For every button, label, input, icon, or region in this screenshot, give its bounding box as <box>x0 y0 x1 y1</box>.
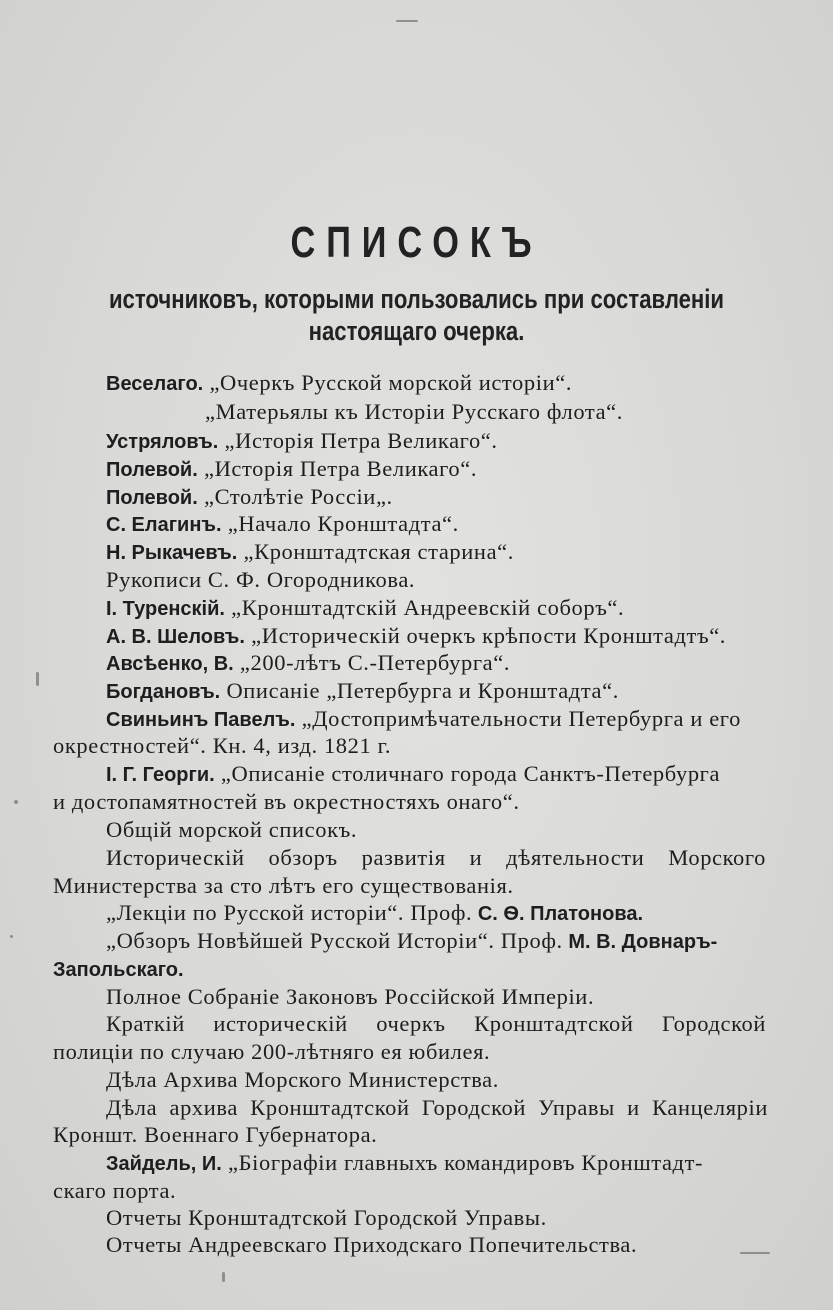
entry-author: А. В. Шеловъ. <box>106 626 245 648</box>
entry-text: Полное Собраніе Законовъ Россійской Имперіи. <box>106 984 595 1009</box>
list-item <box>205 397 623 427</box>
entry-text: Министерства за сто лѣтъ его существованія. <box>53 873 514 898</box>
scan-mark <box>10 935 13 938</box>
list-item <box>106 1230 637 1260</box>
list-item <box>106 1203 547 1233</box>
list-item <box>106 565 415 595</box>
entry-author: Зайдель, И. <box>106 1153 222 1175</box>
entry-text: Дѣла архива Кронштадтской Городской Управы и Канцеляріи <box>106 1095 768 1120</box>
list-item <box>106 676 619 707</box>
list-item <box>53 1176 176 1206</box>
subtitle-line-2: настоящаго очерка. <box>308 316 525 346</box>
list-item <box>53 1037 490 1067</box>
entry-text: „Обзоръ Новѣйшей Русской Исторіи“. Проф. <box>106 928 563 953</box>
entry-text: „Достопримѣчательности Петербурга и его <box>295 706 741 731</box>
entry-text: „200-лѣтъ С.-Петербурга“. <box>233 650 511 675</box>
entry-text: „Исторія Петра Великаго“. <box>197 456 478 481</box>
entry-text: Общій морской списокъ. <box>106 817 358 842</box>
entry-text: „Біографіи главныхъ командировъ Кронштадт- <box>221 1150 704 1175</box>
entry-text: скаго порта. <box>53 1178 177 1203</box>
list-item <box>106 1148 703 1179</box>
entry-text: Рукописи С. Ф. Огородникова. <box>106 567 416 592</box>
entry-author: Богдановъ. <box>106 681 221 703</box>
entry-text: Краткій историческій очеркъ Кронштадтской Городской <box>106 1011 766 1036</box>
entry-text: „Исторія Петра Великаго“. <box>218 428 498 453</box>
subtitle-line-1: источниковъ, которыми пользовались при составленіи <box>108 284 725 314</box>
entry-author: I. Г. Георги. <box>106 764 215 786</box>
entry-author: Веселаго. <box>106 373 204 395</box>
entry-author: Н. Рыкачевъ. <box>106 542 238 564</box>
scan-mark <box>222 1272 225 1282</box>
list-item <box>106 509 459 540</box>
list-item <box>106 454 477 485</box>
entry-author: М. В. Довнаръ- <box>562 931 718 953</box>
entry-text: „Очеркъ Русской морской исторіи“. <box>203 370 573 395</box>
entry-author: Полевой. <box>106 459 198 481</box>
entry-author: Устряловъ. <box>106 431 219 453</box>
entry-author: С. Елагинъ. <box>106 514 222 536</box>
list-item <box>106 759 720 790</box>
list-item <box>53 1120 377 1150</box>
entry-text: Историческій обзоръ развитія и дѣятельности Морского <box>106 845 766 870</box>
entry-text: „Кронштадтская старина“. <box>237 539 514 564</box>
list-item <box>106 898 643 929</box>
entry-text: Отчеты Андреевскаго Приходскаго Попечительства. <box>106 1232 638 1257</box>
list-item <box>106 426 498 457</box>
list-item <box>106 648 510 679</box>
entry-text: „Лекціи по Русской исторіи“. Проф. <box>106 900 473 925</box>
list-item <box>106 926 717 957</box>
list-item <box>53 871 514 901</box>
list-item <box>106 843 766 873</box>
entry-text: Отчеты Кронштадтской Городской Управы. <box>106 1205 547 1230</box>
entry-author: I. Туренскій. <box>106 598 225 620</box>
list-item <box>106 815 357 845</box>
list-item <box>106 1093 768 1123</box>
scan-mark <box>14 800 18 804</box>
scan-mark <box>396 20 418 22</box>
entry-text: „Описаніе столичнаго города Санктъ-Петербурга <box>214 761 721 786</box>
entry-text: Дѣла Архива Морского Министерства. <box>106 1067 499 1092</box>
list-item <box>106 537 514 568</box>
entry-text: „Столѣтіе Россіи„. <box>197 484 393 509</box>
list-item <box>53 787 520 817</box>
list-item <box>53 954 184 985</box>
list-item <box>53 731 391 761</box>
list-item <box>106 1065 499 1095</box>
entry-text: „Историческій очеркъ крѣпости Кронштадтъ“. <box>244 623 726 648</box>
list-item <box>106 368 572 399</box>
entry-text: „Начало Кронштадта“. <box>221 511 459 536</box>
entry-text: полиціи по случаю 200-лѣтняго ея юбилея. <box>53 1039 491 1064</box>
entry-text: „Матерьялы къ Исторіи Русскаго флота“. <box>205 399 623 424</box>
entry-author: С. Ѳ. Платонова. <box>472 903 644 925</box>
entry-text: окрестностей“. Кн. 4, изд. 1821 г. <box>53 733 392 758</box>
list-item <box>106 982 594 1012</box>
entry-text: Кроншт. Военнаго Губернатора. <box>53 1122 378 1147</box>
page-title: СПИСОКЪ <box>290 218 543 267</box>
scan-mark <box>36 672 39 686</box>
list-item <box>106 593 624 624</box>
scan-mark <box>740 1252 770 1254</box>
entry-text: и достопамятностей въ окрестностяхъ онаго“. <box>53 789 520 814</box>
list-item <box>106 1009 766 1039</box>
entry-text: Описаніе „Петербурга и Кронштадта“. <box>220 678 619 703</box>
entry-author: Свиньинъ Павелъ. <box>106 709 296 731</box>
entry-author: Полевой. <box>106 487 198 509</box>
entry-author: Авсѣенко, В. <box>106 653 234 675</box>
entry-author: Запольскаго. <box>53 959 184 981</box>
entry-text: „Кронштадтскій Андреевскій соборъ“. <box>224 595 625 620</box>
